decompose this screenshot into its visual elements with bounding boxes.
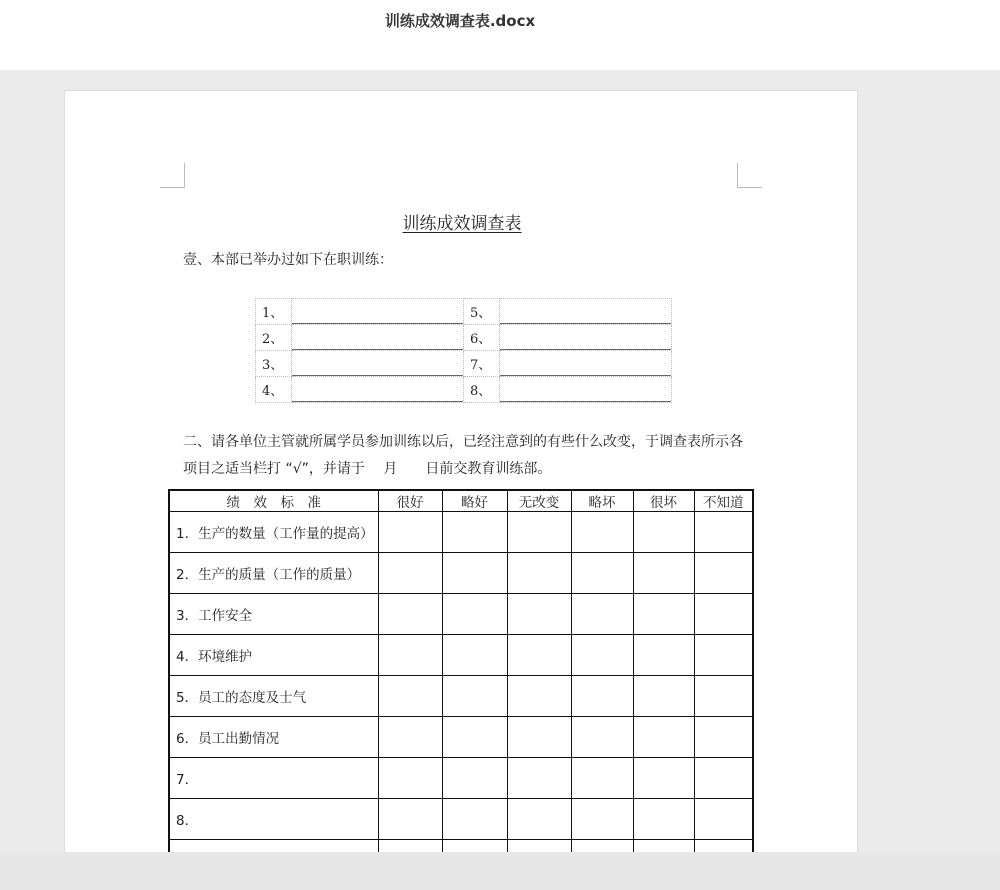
- section-2-line-1: 二、请各单位主管就所属学员参加训练以后，已经注意到的有些什么改变，于调查表所示各: [183, 434, 743, 450]
- rating-cell[interactable]: [633, 512, 694, 553]
- rating-cell[interactable]: [571, 594, 633, 635]
- training-item-blank: [292, 299, 464, 325]
- rating-cell[interactable]: [378, 512, 442, 553]
- rating-header: 略坏: [571, 490, 633, 512]
- margin-corner-top-right: [737, 163, 762, 188]
- rating-cell[interactable]: [571, 553, 633, 594]
- rating-cell[interactable]: [507, 758, 571, 799]
- rating-cell[interactable]: [694, 512, 753, 553]
- training-item-number: 2、: [256, 325, 292, 351]
- file-title: 训练成效调查表.docx: [384, 12, 536, 30]
- table-row: [169, 594, 753, 635]
- rating-header: 很坏: [633, 490, 694, 512]
- criteria-cell: 2．生产的质量（工作的质量）: [169, 553, 378, 594]
- rating-cell[interactable]: [633, 840, 694, 853]
- rating-cell[interactable]: [571, 758, 633, 799]
- rating-cell[interactable]: [694, 553, 753, 594]
- criteria-cell: 6．员工出勤情况: [169, 717, 378, 758]
- rating-cell[interactable]: [694, 635, 753, 676]
- table-row: [169, 512, 753, 553]
- rating-cell[interactable]: [442, 553, 507, 594]
- training-item-blank: [292, 325, 464, 351]
- training-item-number: 5、: [464, 299, 500, 325]
- rating-cell[interactable]: [507, 676, 571, 717]
- section-1-text: 壹、本部已举办过如下在职训练：: [183, 252, 393, 268]
- table-row: [169, 799, 753, 840]
- rating-cell[interactable]: [571, 717, 633, 758]
- status-bar: [0, 852, 1000, 890]
- training-item-row: [256, 299, 672, 325]
- document-title: 训练成效调查表: [402, 214, 522, 234]
- performance-table: [168, 489, 754, 852]
- section-2-line-2: 项目之适当栏打 “√”，并请于 月 日前交教育训练部。: [183, 461, 552, 477]
- training-item-number: 1、: [256, 299, 292, 325]
- rating-cell[interactable]: [633, 553, 694, 594]
- training-items-table: [255, 298, 672, 403]
- rating-header: 很好: [378, 490, 442, 512]
- rating-header: 不知道: [694, 490, 753, 512]
- training-item-row: [256, 377, 672, 403]
- table-row: [169, 758, 753, 799]
- table-row: [169, 717, 753, 758]
- training-item-number: 6、: [464, 325, 500, 351]
- rating-cell[interactable]: [378, 717, 442, 758]
- rating-cell[interactable]: [507, 594, 571, 635]
- rating-cell[interactable]: [571, 840, 633, 853]
- rating-cell[interactable]: [694, 676, 753, 717]
- rating-header: 无改变: [507, 490, 571, 512]
- training-item-row: [256, 351, 672, 377]
- criteria-cell: 4．环境维护: [169, 635, 378, 676]
- training-item-blank: [500, 299, 672, 325]
- training-item-number: 7、: [464, 351, 500, 377]
- criteria-cell: 5．员工的态度及士气: [169, 676, 378, 717]
- rating-cell[interactable]: [378, 676, 442, 717]
- training-item-number: 8、: [464, 377, 500, 403]
- rating-cell[interactable]: [442, 799, 507, 840]
- rating-cell[interactable]: [442, 512, 507, 553]
- training-item-row: [256, 325, 672, 351]
- table-row: [169, 635, 753, 676]
- rating-cell[interactable]: [378, 594, 442, 635]
- table-row: [169, 840, 753, 853]
- rating-cell[interactable]: [633, 799, 694, 840]
- margin-corner-top-left: [160, 163, 185, 188]
- rating-cell[interactable]: [378, 553, 442, 594]
- criteria-cell: 8．: [169, 799, 378, 840]
- rating-cell[interactable]: [694, 799, 753, 840]
- rating-cell[interactable]: [507, 717, 571, 758]
- training-item-blank: [292, 351, 464, 377]
- training-item-blank: [500, 325, 672, 351]
- rating-cell[interactable]: [571, 676, 633, 717]
- criteria-cell: 7．: [169, 758, 378, 799]
- rating-cell[interactable]: [507, 840, 571, 853]
- rating-cell[interactable]: [633, 635, 694, 676]
- section-2-text: [183, 429, 753, 483]
- rating-cell[interactable]: [633, 676, 694, 717]
- rating-cell[interactable]: [633, 758, 694, 799]
- rating-cell[interactable]: [378, 840, 442, 853]
- criteria-cell: 1．生产的数量（工作量的提高）: [169, 512, 378, 553]
- rating-cell[interactable]: [442, 594, 507, 635]
- rating-cell[interactable]: [571, 512, 633, 553]
- training-item-blank: [500, 351, 672, 377]
- rating-header: 略好: [442, 490, 507, 512]
- title-bar: [0, 0, 1000, 70]
- rating-cell[interactable]: [571, 799, 633, 840]
- training-item-blank: [292, 377, 464, 403]
- rating-cell[interactable]: [507, 635, 571, 676]
- rating-cell[interactable]: [442, 635, 507, 676]
- rating-cell[interactable]: [442, 758, 507, 799]
- criteria-cell: 3．工作安全: [169, 594, 378, 635]
- rating-cell[interactable]: [694, 840, 753, 853]
- training-item-number: 4、: [256, 377, 292, 403]
- rating-cell[interactable]: [694, 594, 753, 635]
- table-row: [169, 553, 753, 594]
- training-item-number: 3、: [256, 351, 292, 377]
- rating-cell[interactable]: [378, 799, 442, 840]
- table-row: [169, 676, 753, 717]
- rating-cell[interactable]: [378, 758, 442, 799]
- rating-cell[interactable]: [694, 758, 753, 799]
- criteria-header: 绩 效 标 准: [169, 490, 378, 512]
- rating-cell[interactable]: [442, 840, 507, 853]
- rating-cell[interactable]: [694, 717, 753, 758]
- rating-cell[interactable]: [507, 799, 571, 840]
- rating-cell[interactable]: [633, 717, 694, 758]
- training-item-blank: [500, 377, 672, 403]
- rating-cell[interactable]: [378, 635, 442, 676]
- rating-cell[interactable]: [633, 594, 694, 635]
- rating-cell[interactable]: [507, 553, 571, 594]
- document-page: [64, 90, 858, 852]
- document-viewer[interactable]: [0, 70, 1000, 852]
- criteria-cell: [169, 840, 378, 853]
- rating-cell[interactable]: [571, 635, 633, 676]
- rating-cell[interactable]: [442, 676, 507, 717]
- rating-cell[interactable]: [442, 717, 507, 758]
- rating-cell[interactable]: [507, 512, 571, 553]
